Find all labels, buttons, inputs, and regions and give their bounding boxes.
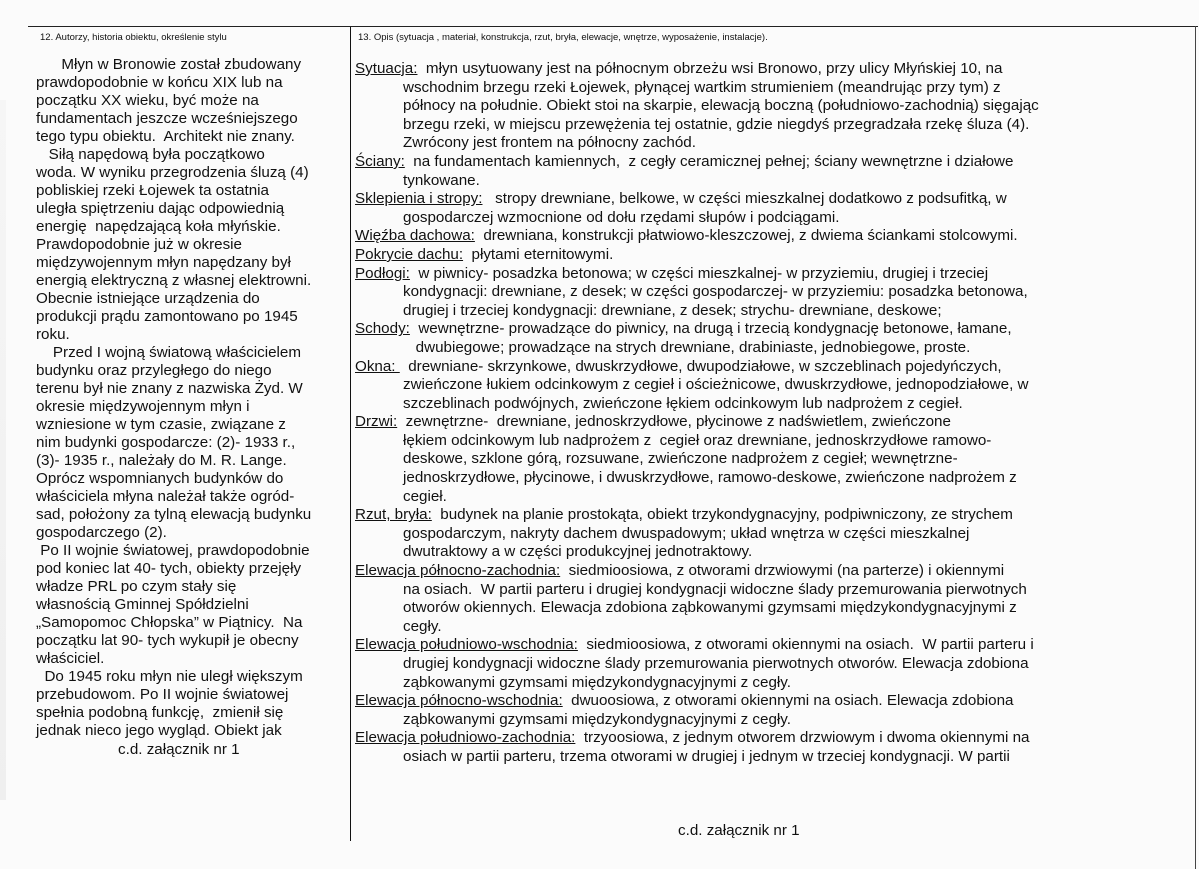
section-first-line [355, 265, 1195, 284]
history-line: sad, położony za tylną elewacją budynku [36, 506, 312, 523]
section-text: w piwnicy- posadzka betonowa; w części mieszkalnej- w przyziemiu, drugiej i trzeciej [409, 264, 989, 282]
history-line: właściciela młyna należał także ogród- [36, 488, 295, 505]
section-continuation-line: gospodarczym, nakryty dachem dwuspadowym; układ wnętrza w części mieszkalnej [403, 524, 970, 542]
history-line: przebudowom. Po II wojnie światowej [36, 686, 289, 703]
section-continuation-line: zwieńczone łukiem odcinkowym z cegieł i ościeżnicowe, dwuskrzydłowe, jednopodziałowe, w [403, 376, 1029, 394]
history-line: prawdopodobnie w końcu XIX lub na [36, 74, 283, 91]
history-line: woda. W wyniku przegrodzenia śluzą (4) [36, 164, 309, 181]
section-first-line [355, 246, 1195, 265]
history-line: energią elektryczną z własnej elektrowni. [36, 272, 312, 289]
section-text: wewnętrzne- prowadzące do piwnicy, na drugą i trzecią kondygnację betonowe, łamane, [409, 320, 1012, 338]
section-text: drewniane- skrzynkowe, dwuskrzydłowe, dwupodziałowe, w szczeblinach pojedyńczych, [399, 357, 1002, 375]
section-label: Okna: [355, 357, 400, 375]
history-line: uległa spiętrzeniu dając odpowiednią [36, 200, 285, 217]
history-continued-note: c.d. załącznik nr 1 [118, 741, 240, 758]
history-line: „Samopomoc Chłopska” w Piątnicy. Na [36, 614, 303, 631]
section-text: drewniana, konstrukcji płatwiowo-kleszczowej, z dwiema ściankami stolcowymi. [474, 227, 1018, 245]
history-line: właściciel. [36, 650, 105, 667]
history-line: budynku oraz przyległego do niego [36, 362, 272, 379]
history-line: władze PRL po czym stały się [36, 578, 237, 595]
description-section [355, 506, 1195, 562]
description-section [355, 320, 1195, 357]
section-label: Ściany: [355, 152, 405, 170]
section-continuation-line: dwubiegowe; prowadzące na strych drewniane, drabiniaste, jednobiegowe, proste. [403, 338, 971, 356]
history-line: (3)- 1935 r., należały do M. R. Lange. [36, 452, 287, 469]
section-continuation-line: kondygnacji: drewniane, z desek; w części gospodarczej- w przyziemiu: posadzka betonowa, [403, 283, 1028, 301]
section-text: na fundamentach kamiennych, z cegły ceramicznej pełnej; ściany wewnętrzne i działowe [404, 152, 1014, 170]
description-column [355, 60, 1195, 767]
history-line: fundamentach jeszcze wcześniejszego [36, 110, 298, 127]
history-line: pobliskiej rzeki Łojewek ta ostatnia [36, 182, 269, 199]
description-continued-note: c.d. załącznik nr 1 [678, 822, 800, 839]
section-continuation-line: ząbkowanymi gzymsami międzykondygnacyjnymi z cegły. [403, 710, 791, 728]
section-label: Podłogi: [355, 264, 410, 282]
section-continuation-line: cegieł. [403, 487, 447, 505]
section-first-line [355, 227, 1195, 246]
section-text: młyn usytuowany jest na północnym obrzeżu wsi Bronowo, przy ulicy Młyńskiej 10, na [417, 60, 1003, 77]
history-line: terenu był nie znany z nazwiska Żyd. W [36, 380, 303, 397]
section-label: Drzwi: [355, 413, 398, 431]
description-section [355, 246, 1195, 265]
section-text: trzyoosiowa, z jednym otworem drzwiowym i dwoma okiennymi na [575, 729, 1030, 747]
history-line: Oprócz wspomnianych budynków do [36, 470, 284, 487]
section-continuation-line: szczeblinach podwójnych, zwieńczone łękiem odcinkowym lub nadprożem z cegieł. [403, 394, 963, 412]
history-line: pod koniec lat 40- tych, obiekty przejęły [36, 560, 302, 577]
section-continuation-line: deskowe, szklone górą, rozsuwane, zwieńczone nadprożem z cegieł; wewnętrzne- [403, 450, 958, 468]
history-line: Prawdopodobnie już w okresie [36, 236, 242, 253]
description-section [355, 692, 1195, 729]
section-continuation-line: północy na południe. Obiekt stoi na skarpie, elewacją boczną (południowo-zachodnią) sięgając [403, 97, 1039, 115]
section-text: dwuoosiowa, z otworami okiennymi na osiach. Elewacja zdobiona [562, 692, 1014, 710]
history-line: Przed I wojną światową właścicielem [36, 344, 302, 361]
section-label: Sytuacja: [355, 60, 418, 77]
section-continuation-line: wschodnim brzegu rzeki Łojewek, płynącej wartkim strumieniem (meandrując przy tym) z [403, 78, 1001, 96]
section-continuation-line: jednoskrzydłowe, płycinowe, i dwuskrzydłowe, ramowo-deskowe, zwieńczone nadprożem z [403, 469, 1017, 487]
history-line: produkcji prądu zamontowano po 1945 [36, 308, 298, 325]
history-line: Do 1945 roku młyn nie uległ większym [36, 668, 303, 685]
description-section [355, 190, 1195, 227]
section-first-line [355, 413, 1195, 432]
section-13-header: 13. Opis (sytuacja , materiał, konstrukcja, rzut, bryła, elewacje, wnętrze, wyposażenie, instalacje). [358, 32, 768, 43]
history-line: Młyn w Bronowie został zbudowany [36, 56, 302, 73]
section-label: Elewacja południowo-wschodnia: [355, 636, 578, 654]
section-label: Elewacja północno-zachodnia: [355, 562, 561, 580]
section-first-line [355, 506, 1195, 525]
section-first-line [355, 636, 1195, 655]
section-continuation-line: tynkowane. [403, 171, 480, 189]
section-continuation-line: ząbkowanymi gzymsami międzykondygnacyjnymi z cegły. [403, 673, 791, 691]
description-section [355, 562, 1195, 636]
history-line: roku. [36, 326, 70, 343]
history-line: Siłą napędową była początkowo [36, 146, 265, 163]
section-first-line [355, 358, 1195, 377]
section-continuation-line: drugiej i trzeciej kondygnacji: drewniane, z desek; strychu- drewniane, deskowe; [403, 301, 942, 319]
section-first-line [355, 729, 1195, 748]
column-divider [350, 27, 351, 841]
section-continuation-line: Zwrócony jest frontem na północny zachód. [403, 134, 696, 152]
section-first-line [355, 562, 1195, 581]
section-12-header: 12. Autorzy, historia obiektu, określenie stylu [40, 32, 227, 43]
section-continuation-line: cegły. [403, 617, 442, 635]
section-label: Pokrycie dachu: [355, 245, 464, 263]
section-continuation-line: gospodarczej wzmocnione od dołu rzędami słupów i podciągami. [403, 208, 840, 226]
section-label: Rzut, bryła: [355, 506, 432, 524]
frame-right-rule [1195, 26, 1196, 869]
section-label: Schody: [355, 320, 410, 338]
description-section [355, 636, 1195, 692]
section-first-line [355, 60, 1195, 79]
description-section [355, 153, 1195, 190]
description-section [355, 413, 1195, 506]
section-text: siedmioosiowa, z otworami okiennymi na osiach. W partii parteru i [577, 636, 1034, 654]
history-line: początku XX wieku, być może na [36, 92, 259, 109]
section-continuation-line: łękiem odcinkowym lub nadprożem z cegieł oraz drewniane, jednoskrzydłowe ramowo- [403, 431, 992, 449]
section-text: płytami eternitowymi. [463, 245, 614, 263]
section-label: Więźba dachowa: [355, 227, 475, 245]
description-section [355, 358, 1195, 414]
section-text: zewnętrzne- drewniane, jednoskrzydłowe, płycinowe z nadświetlem, zwieńczone [397, 413, 951, 431]
section-continuation-line: otworów okiennych. Elewacja zdobiona ząbkowanymi gzymsami międzykondygnacyjnymi z [403, 599, 1017, 617]
section-label: Sklepienia i stropy: [355, 190, 483, 208]
section-continuation-line: osiach w partii parteru, trzema otworami w drugiej i jednym w trzeciej kondygnacji. W partii [403, 747, 1010, 765]
history-line: okresie międzywojennym młyn i [36, 398, 250, 415]
history-line: wzniesione w tym czasie, związane z [36, 416, 286, 433]
history-line: Obecnie istniejące urządzenia do [36, 290, 260, 307]
history-line: spełnia podobną funkcję, zmienił się [36, 704, 284, 721]
section-text: budynek na planie prostokąta, obiekt trzykondygnacyjny, podpiwniczony, ze strychem [431, 506, 1013, 524]
section-continuation-line: na osiach. W partii parteru i drugiej kondygnacji widoczne ślady przemurowania pierwotnych [403, 580, 1027, 598]
history-line: międzywojennym młyn napędzany był [36, 254, 291, 271]
section-text: stropy drewniane, belkowe, w części mieszkalnej dodatkowo z podsufitką, w [482, 190, 1007, 208]
description-section [355, 729, 1195, 766]
section-text: siedmioosiowa, z otworami drzwiowymi (na parterze) i okiennymi [560, 562, 1005, 580]
section-first-line [355, 320, 1195, 339]
section-label: Elewacja południowo-zachodnia: [355, 729, 576, 747]
section-label: Elewacja północno-wschodnia: [355, 692, 563, 710]
history-line: jednak nieco jego wygląd. Obiekt jak [36, 722, 282, 739]
history-column [36, 56, 348, 759]
history-line: Po II wojnie światowej, prawdopodobnie [36, 542, 310, 559]
section-first-line [355, 153, 1195, 172]
frame-top-rule [28, 26, 1198, 27]
history-line: początku lat 90- tych wykupił je obecny [36, 632, 299, 649]
history-line: gospodarczego (2). [36, 524, 167, 541]
history-line: tego typu obiektu. Architekt nie znany. [36, 128, 295, 145]
section-continuation-line: dwutraktowy a w części produkcyjnej jednotraktowy. [403, 543, 753, 561]
history-line: energię napędzającą koła młyńskie. [36, 218, 281, 235]
section-first-line [355, 190, 1195, 209]
scan-edge-shading [0, 100, 6, 800]
description-section [355, 60, 1195, 153]
description-section [355, 227, 1195, 246]
section-continuation-line: drugiej kondygnacji widoczne ślady przemurowania pierwotnych otworów. Elewacja zdobiona [403, 655, 1029, 672]
section-first-line [355, 692, 1195, 711]
history-line: własnością Gminnej Spółdzielni [36, 596, 249, 613]
section-continuation-line: brzegu rzeki, w miejscu przewężenia tej ostatnie, gdzie niegdyś przegradzała rzekę śluza (4). [403, 115, 1030, 133]
description-section [355, 265, 1195, 321]
history-line: nim budynki gospodarcze: (2)- 1933 r., [36, 434, 296, 451]
